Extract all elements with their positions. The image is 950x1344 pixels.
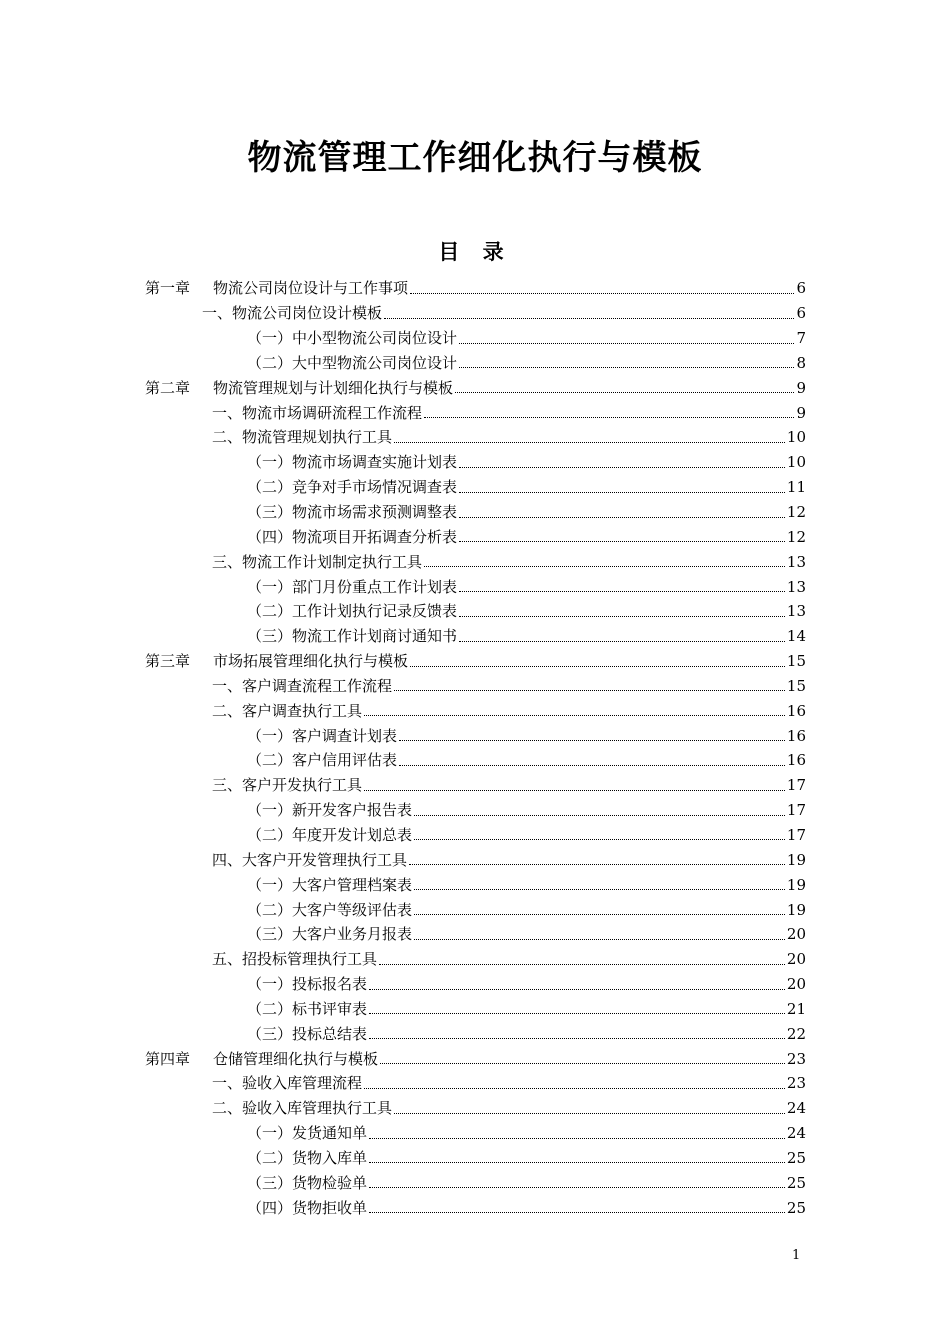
toc-dot-leader (459, 343, 794, 344)
toc-entry-line (0, 376, 806, 400)
toc-entry-title: （二）年度开发计划总表 (247, 825, 413, 844)
toc-page-number: 6 (796, 279, 806, 298)
toc-page-number: 10 (786, 453, 806, 472)
toc-entry[interactable] (0, 1195, 950, 1220)
toc-page-number: 20 (786, 975, 806, 994)
toc-entry-title: （三）物流市场需求预测调整表 (247, 503, 458, 522)
toc-page-number: 25 (786, 1198, 806, 1217)
toc-entry-title: （一）投标报名表 (247, 975, 368, 994)
toc-page-number: 15 (786, 676, 806, 695)
toc-page-number: 20 (786, 925, 806, 944)
toc-entry-title: （四）货物拒收单 (247, 1198, 368, 1217)
toc-dot-leader (410, 293, 794, 294)
toc-dot-leader (364, 790, 785, 791)
toc-entry-title: （二）货物入库单 (247, 1148, 368, 1167)
toc-entry-title: （二）客户信用评估表 (247, 751, 398, 770)
toc-entry[interactable] (0, 301, 950, 326)
toc-chapter-number: 第一章 (145, 279, 191, 298)
toc-entry-title: （一）中小型物流公司岗位设计 (247, 329, 458, 348)
toc-dot-leader (379, 964, 785, 965)
toc-entry[interactable] (0, 947, 950, 972)
toc-entry-title: 物流管理规划与计划细化执行与模板 (213, 378, 454, 397)
toc-entry-title: 一、验收入库管理流程 (212, 1074, 363, 1093)
toc-page-number: 13 (786, 602, 806, 621)
toc-dot-leader (369, 989, 785, 990)
toc-page-number: 10 (786, 428, 806, 447)
toc-dot-leader (459, 367, 794, 368)
toc-dot-leader (459, 517, 785, 518)
toc-page-number: 14 (786, 627, 806, 646)
toc-entry-title: 五、招投标管理执行工具 (212, 950, 378, 969)
toc-entry[interactable] (0, 1146, 950, 1171)
toc-page-number: 24 (786, 1099, 806, 1118)
toc-dot-leader (414, 914, 785, 915)
toc-dot-leader (364, 1088, 785, 1089)
toc-page-number: 17 (786, 776, 806, 795)
toc-entry[interactable] (0, 475, 950, 500)
toc-entry-title: （二）大客户等级评估表 (247, 900, 413, 919)
toc-dot-leader (459, 467, 785, 468)
toc-dot-leader (459, 541, 785, 542)
toc-dot-leader (369, 1212, 785, 1213)
toc-entry-title: （三）投标总结表 (247, 1024, 368, 1043)
toc-entry-line (0, 972, 806, 996)
toc-chapter-number: 第二章 (145, 378, 191, 397)
toc-page-number: 17 (786, 801, 806, 820)
toc-entry-title: （一）发货通知单 (247, 1124, 368, 1143)
toc-entry-title: （三）物流工作计划商讨通知书 (247, 627, 458, 646)
toc-entry-line (0, 798, 806, 822)
toc-entry[interactable] (0, 500, 950, 525)
toc-dot-leader (459, 616, 785, 617)
toc-dot-leader (459, 492, 785, 493)
toc-entry-title: 二、验收入库管理执行工具 (212, 1099, 393, 1118)
toc-page-number: 24 (786, 1124, 806, 1143)
toc-entry-title: （二）竞争对手市场情况调查表 (247, 478, 458, 497)
toc-entry-line (0, 724, 806, 748)
toc-entry-line (0, 1146, 806, 1170)
toc-dot-leader (369, 1138, 785, 1139)
toc-entry[interactable] (0, 1096, 950, 1121)
toc-entry-title: （一）新开发客户报告表 (247, 801, 413, 820)
toc-dot-leader (409, 864, 785, 865)
toc-page-number: 21 (786, 999, 806, 1018)
toc-page-number: 11 (786, 478, 806, 497)
toc-entry[interactable] (0, 773, 950, 798)
toc-entry-line (0, 525, 806, 549)
toc-entry-line (0, 276, 806, 300)
toc-entry-title: 仓储管理细化执行与模板 (213, 1049, 379, 1068)
toc-page-number: 12 (786, 527, 806, 546)
toc-entry-title: 一、物流市场调研流程工作流程 (212, 403, 423, 422)
toc-entry[interactable] (0, 996, 950, 1021)
toc-dot-leader (369, 1013, 785, 1014)
toc-entry-title: 三、客户开发执行工具 (212, 776, 363, 795)
toc-dot-leader (424, 566, 785, 567)
toc-entry-title: （一）客户调查计划表 (247, 726, 398, 745)
toc-page-number: 6 (796, 304, 806, 323)
toc-dot-leader (414, 889, 785, 890)
toc-entry-line (0, 1047, 806, 1071)
toc-entry[interactable] (0, 674, 950, 699)
toc-entry-title: （一）部门月份重点工作计划表 (247, 577, 458, 596)
toc-page-number: 23 (786, 1049, 806, 1068)
toc-entry[interactable] (0, 549, 950, 574)
toc-entry-line (0, 599, 806, 623)
toc-dot-leader (394, 690, 785, 691)
page-number: 1 (792, 1248, 801, 1263)
toc-dot-leader (369, 1038, 785, 1039)
toc-entry[interactable] (0, 872, 950, 897)
toc-entry[interactable] (0, 649, 950, 674)
toc-dot-leader (424, 417, 794, 418)
toc-entry-title: 一、客户调查流程工作流程 (212, 676, 393, 695)
toc-entry-line (0, 997, 806, 1021)
toc-entry-line (0, 550, 806, 574)
toc-entry-title: 物流公司岗位设计与工作事项 (213, 279, 409, 298)
toc-entry[interactable] (0, 748, 950, 773)
toc-page-number: 17 (786, 825, 806, 844)
toc-page-number: 22 (786, 1024, 806, 1043)
toc-page-number: 13 (786, 577, 806, 596)
toc-dot-leader (459, 641, 785, 642)
toc-entry[interactable] (0, 1121, 950, 1146)
toc-page-number: 20 (786, 950, 806, 969)
toc-entry-line (0, 674, 806, 698)
toc-dot-leader (410, 666, 785, 667)
toc-entry-line (0, 898, 806, 922)
toc-entry[interactable] (0, 1170, 950, 1195)
toc-entry-title: （一）大客户管理档案表 (247, 875, 413, 894)
toc-entry[interactable] (0, 425, 950, 450)
toc-entry-line (0, 575, 806, 599)
toc-entry[interactable] (0, 698, 950, 723)
toc-chapter-number: 第四章 (145, 1049, 191, 1068)
toc-page-number: 12 (786, 503, 806, 522)
toc-entry[interactable] (0, 1071, 950, 1096)
toc-entry-line (0, 500, 806, 524)
toc-dot-leader (414, 839, 785, 840)
toc-heading: 目 录 (438, 239, 512, 264)
toc-entry-title: （二）工作计划执行记录反馈表 (247, 602, 458, 621)
toc-entry[interactable] (0, 897, 950, 922)
toc-page-number: 16 (786, 751, 806, 770)
toc-entry-line (0, 773, 806, 797)
toc-entry[interactable] (0, 351, 950, 376)
toc-entry-line (0, 351, 806, 375)
toc-entry[interactable] (0, 276, 950, 301)
toc-page-number: 16 (786, 701, 806, 720)
toc-dot-leader (414, 815, 785, 816)
toc-entry[interactable] (0, 922, 950, 947)
toc-entry-line (0, 848, 806, 872)
toc-page-number: 25 (786, 1173, 806, 1192)
toc-entry[interactable] (0, 798, 950, 823)
toc-entry[interactable] (0, 1021, 950, 1046)
toc-entry-line (0, 873, 806, 897)
toc-dot-leader (369, 1187, 785, 1188)
toc-page-number: 9 (796, 403, 806, 422)
toc-entry-line (0, 947, 806, 971)
toc-entry-title: （二）大中型物流公司岗位设计 (247, 353, 458, 372)
toc-entry[interactable] (0, 624, 950, 649)
toc-dot-leader (380, 1063, 785, 1064)
toc-entry[interactable] (0, 847, 950, 872)
toc-page-number: 19 (786, 850, 806, 869)
toc-entry[interactable] (0, 375, 950, 400)
toc-entry-line (0, 748, 806, 772)
toc-dot-leader (414, 939, 785, 940)
toc-entry-title: （三）大客户业务月报表 (247, 925, 413, 944)
toc-page-number: 25 (786, 1148, 806, 1167)
toc-entry-line (0, 699, 806, 723)
toc-entry[interactable] (0, 1046, 950, 1071)
toc-page-number: 13 (786, 552, 806, 571)
toc-dot-leader (399, 740, 785, 741)
toc-entry-title: 市场拓展管理细化执行与模板 (213, 652, 409, 671)
toc-entry-line (0, 326, 806, 350)
toc-entry-line (0, 301, 806, 325)
toc-entry-line (0, 450, 806, 474)
toc-page-number: 7 (796, 329, 806, 348)
toc-chapter-number: 第三章 (145, 652, 191, 671)
toc-entry[interactable] (0, 574, 950, 599)
toc-entry[interactable] (0, 524, 950, 549)
toc-page-number: 16 (786, 726, 806, 745)
toc-entry-line (0, 425, 806, 449)
toc-dot-leader (369, 1162, 785, 1163)
toc-dot-leader (384, 318, 794, 319)
table-of-contents (0, 276, 950, 1220)
toc-entry-line (0, 922, 806, 946)
toc-entry-title: 一、物流公司岗位设计模板 (202, 304, 383, 323)
toc-entry[interactable] (0, 823, 950, 848)
toc-entry-title: （四）物流项目开拓调查分析表 (247, 527, 458, 546)
toc-entry[interactable] (0, 326, 950, 351)
toc-entry-line (0, 624, 806, 648)
toc-entry-title: 二、客户调查执行工具 (212, 701, 363, 720)
toc-entry-line (0, 1022, 806, 1046)
toc-entry[interactable] (0, 450, 950, 475)
toc-page-number: 8 (796, 353, 806, 372)
toc-entry-line (0, 1121, 806, 1145)
toc-dot-leader (394, 442, 785, 443)
toc-entry-title: （三）货物检验单 (247, 1173, 368, 1192)
toc-entry[interactable] (0, 723, 950, 748)
toc-dot-leader (459, 591, 785, 592)
toc-entry-line (0, 1071, 806, 1095)
toc-entry-title: （一）物流市场调查实施计划表 (247, 453, 458, 472)
toc-page-number: 9 (796, 378, 806, 397)
toc-dot-leader (364, 715, 785, 716)
toc-page-number: 23 (786, 1074, 806, 1093)
toc-entry-line (0, 1171, 806, 1195)
toc-entry-title: 二、物流管理规划执行工具 (212, 428, 393, 447)
toc-dot-leader (399, 765, 785, 766)
toc-entry-title: 三、物流工作计划制定执行工具 (212, 552, 423, 571)
toc-entry-line (0, 649, 806, 673)
toc-entry[interactable] (0, 599, 950, 624)
toc-dot-leader (455, 392, 794, 393)
toc-page-number: 19 (786, 900, 806, 919)
toc-entry-line (0, 401, 806, 425)
toc-entry-line (0, 1196, 806, 1220)
toc-page-number: 15 (786, 652, 806, 671)
toc-entry[interactable] (0, 400, 950, 425)
toc-entry-line (0, 1096, 806, 1120)
toc-entry-line (0, 823, 806, 847)
toc-entry[interactable] (0, 972, 950, 997)
toc-entry-title: （二）标书评审表 (247, 999, 368, 1018)
toc-entry-line (0, 475, 806, 499)
document-title: 物流管理工作细化执行与模板 (247, 138, 703, 178)
toc-entry-title: 四、大客户开发管理执行工具 (212, 850, 408, 869)
toc-dot-leader (394, 1113, 785, 1114)
toc-page-number: 19 (786, 875, 806, 894)
